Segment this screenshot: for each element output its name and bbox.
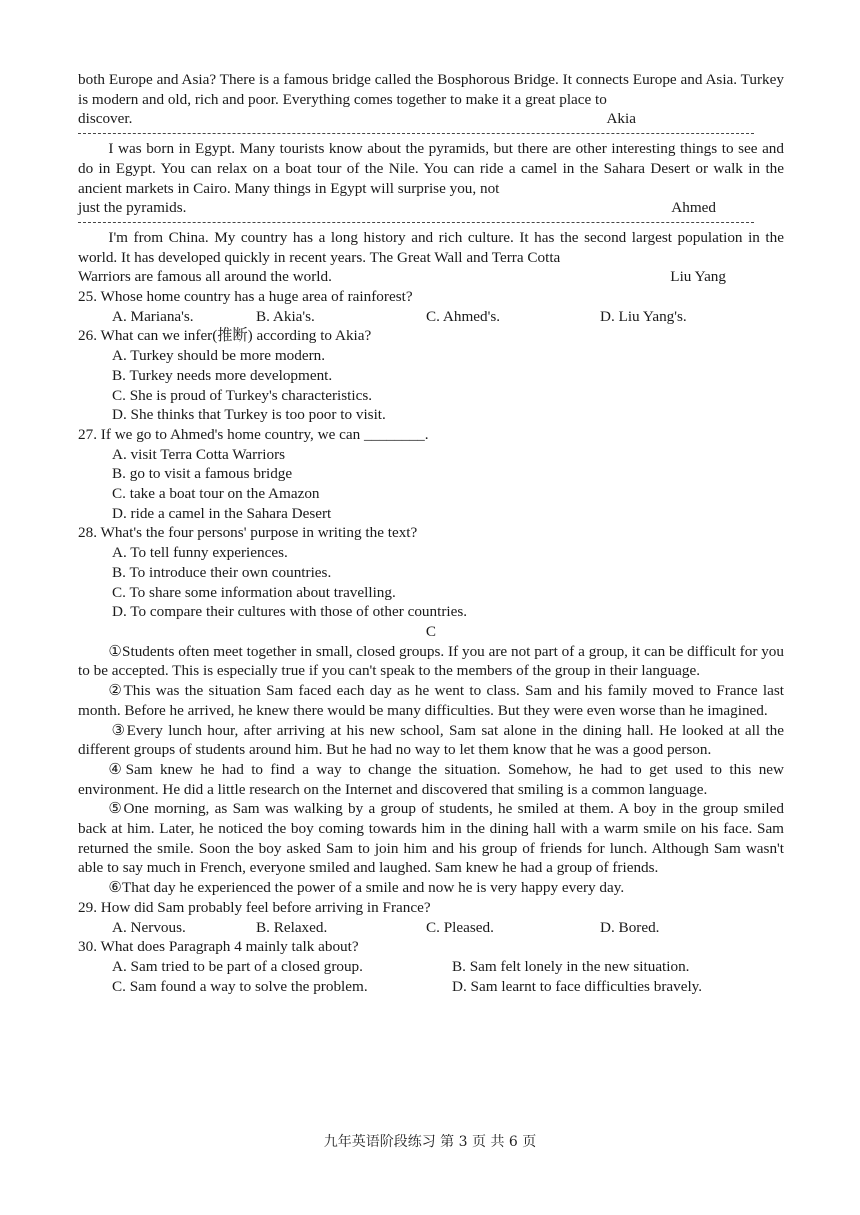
question-stem: 25. Whose home country has a huge area of rainforest? xyxy=(78,288,413,306)
page-footer: 九年英语阶段练习 第 3 页 共 6 页 xyxy=(323,1134,537,1150)
option-c[interactable]: C. Sam found a way to solve the problem. xyxy=(112,977,368,995)
option-b[interactable]: B. Relaxed. xyxy=(256,918,328,936)
question-25 xyxy=(78,287,784,326)
option-b[interactable]: B. Sam felt lonely in the new situation. xyxy=(452,957,690,975)
option-b[interactable]: B. Turkey needs more development. xyxy=(112,366,333,384)
paragraph-6: ⑥That day he experienced the power of a smile and now he is very happy every day. xyxy=(108,879,625,897)
ahmed-signature: Ahmed xyxy=(671,199,716,217)
option-d[interactable]: D. ride a camel in the Sahara Desert xyxy=(112,504,332,522)
question-29 xyxy=(78,898,784,937)
option-a[interactable]: A. Mariana's. xyxy=(112,307,194,325)
ahmed-text: I was born in Egypt. Many tourists know about the pyramids, but there are other interesting things to see and do in Egypt. You can relax on a boat tour of the Nile. You can ride a camel in the Sahara Desert or walk in the ancient markets in Cairo. Many things in Egypt will surprise you, not xyxy=(78,140,784,197)
option-a[interactable]: A. visit Terra Cotta Warriors xyxy=(112,445,286,463)
question-stem: 28. What's the four persons' purpose in writing the text? xyxy=(78,524,418,542)
liu-passage xyxy=(78,228,784,287)
option-c[interactable]: C. She is proud of Turkey's characteristics. xyxy=(112,386,373,404)
option-b[interactable]: B. go to visit a famous bridge xyxy=(112,465,293,483)
liu-last-line: Warriors are famous all around the world. xyxy=(78,268,332,286)
question-stem: 29. How did Sam probably feel before arriving in France? xyxy=(78,898,431,916)
option-b[interactable]: B. Akia's. xyxy=(256,307,315,325)
ahmed-passage xyxy=(78,139,784,218)
question-28 xyxy=(78,523,784,622)
option-c[interactable]: C. Pleased. xyxy=(426,918,494,936)
akia-signature: Akia xyxy=(606,110,636,128)
question-stem: 27. If we go to Ahmed's home country, we can ________. xyxy=(78,425,429,443)
option-a[interactable]: A. Sam tried to be part of a closed group. xyxy=(112,957,363,975)
akia-text: both Europe and Asia? There is a famous bridge called the Bosphorous Bridge. It connects Europe and Asia. Turkey is modern and old, rich and poor. Everything comes together to make it a great place to xyxy=(78,71,784,108)
question-26 xyxy=(78,326,784,425)
passage-c xyxy=(78,642,784,898)
question-stem: 26. What can we infer(推断) according to Akia? xyxy=(78,327,372,345)
ahmed-last-line: just the pyramids. xyxy=(78,199,187,217)
option-c[interactable]: C. Ahmed's. xyxy=(426,307,501,325)
akia-last-line: discover. xyxy=(78,110,133,128)
option-d[interactable]: D. Bored. xyxy=(600,918,660,936)
akia-passage xyxy=(78,70,784,129)
option-b[interactable]: B. To introduce their own countries. xyxy=(112,563,332,581)
question-27 xyxy=(78,425,784,524)
dashed-separator xyxy=(78,133,754,134)
option-d[interactable]: D. To compare their cultures with those of other countries. xyxy=(112,603,468,621)
option-c[interactable]: C. To share some information about travelling. xyxy=(112,583,396,601)
dashed-separator xyxy=(78,222,754,223)
paragraph-4: ④Sam knew he had to find a way to change the situation. Somehow, he had to get used to this new environment. He did a little research on the Internet and discovered that smiling is a common language. xyxy=(78,760,784,798)
option-d[interactable]: D. Sam learnt to face difficulties bravely. xyxy=(452,977,703,995)
question-stem: 30. What does Paragraph 4 mainly talk about? xyxy=(78,938,359,956)
option-c[interactable]: C. take a boat tour on the Amazon xyxy=(112,485,320,503)
liu-signature: Liu Yang xyxy=(670,268,726,286)
option-a[interactable]: A. Turkey should be more modern. xyxy=(112,347,326,365)
liu-text: I'm from China. My country has a long history and rich culture. It has the second largest population in the world. It has developed quickly in recent years. The Great Wall and Terra Cotta xyxy=(78,228,784,266)
paragraph-1: ①Students often meet together in small, closed groups. If you are not part of a group, it can be difficult for you to be accepted. This is especially true if you can't speak to the members of the group in their language. xyxy=(78,642,784,680)
option-d[interactable]: D. She thinks that Turkey is too poor to visit. xyxy=(112,406,386,424)
paragraph-3: ③Every lunch hour, after arriving at his new school, Sam sat alone in the dining hall. He looked at all the different groups of students around him. But he had no way to let them know that he was a good person. xyxy=(78,721,784,759)
option-a[interactable]: A. To tell funny experiences. xyxy=(112,544,288,562)
option-a[interactable]: A. Nervous. xyxy=(112,918,186,936)
question-30 xyxy=(78,937,784,996)
paragraph-2: ②This was the situation Sam faced each day as he went to class. Sam and his family moved to France last month. Before he arrived, he knew there would be many difficulties. But they were even worse than he imagined. xyxy=(78,682,784,719)
option-d[interactable]: D. Liu Yang's. xyxy=(600,307,687,325)
paragraph-5: ⑤One morning, as Sam was walking by a group of students, he smiled at them. A boy in the group smiled back at him. Later, he noticed the boy coming towards him in the dining hall with a warm smile on his face. Sam returned the smile. Soon the boy asked Sam to join him and his group of friends for lunch. Although Sam wasn't able to say much in French, everyone smiled and laughed. Sam knew he had a group of friends. xyxy=(78,800,784,877)
section-heading-c: C xyxy=(425,622,437,640)
